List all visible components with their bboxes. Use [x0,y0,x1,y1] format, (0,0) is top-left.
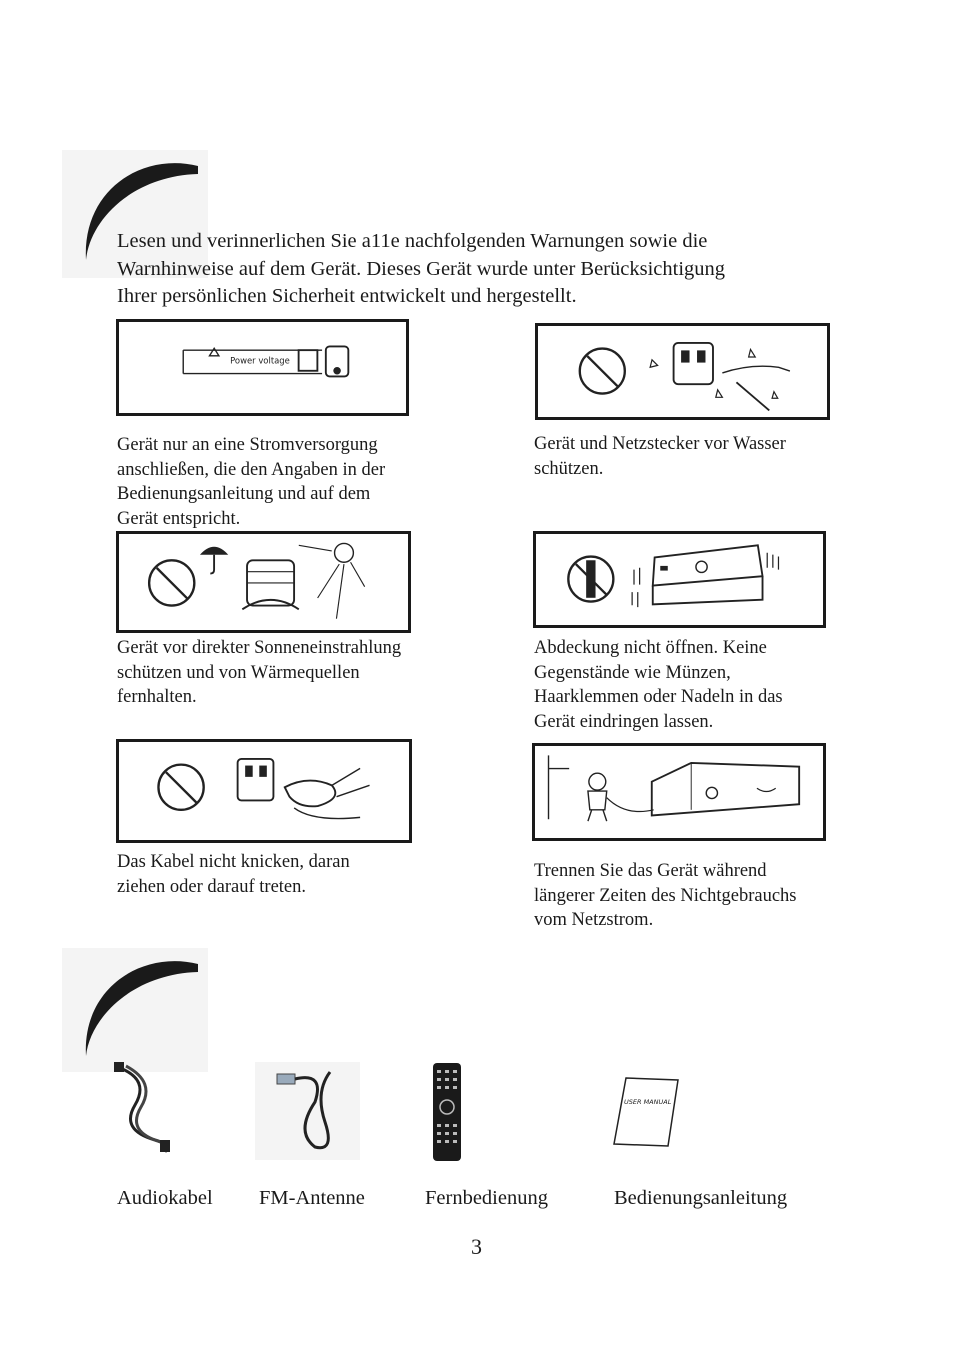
manual-icon [612,1076,682,1150]
cable-pull-icon [119,742,409,840]
swoosh-decoration-bottom [62,948,208,1072]
warning-caption-sun: Gerät vor direkter Sonneneinstrahlung schützen und von Wärmequellen fernhalten. [117,638,402,707]
sun-heat-icon [119,534,408,630]
warning-figure-water [535,323,830,420]
page-number: 3 [471,1234,482,1259]
power-plug-icon [119,322,406,413]
warning-figure-unplug [532,743,826,841]
manual-cover-label: USER MANUAL [624,1098,672,1106]
intro-line-3: Ihrer persönlichen Sicherheit entwickelt und hergestellt. [117,285,577,307]
warning-caption-power: Gerät nur an eine Stromversorgung anschließen, die den Angaben in der Bedienungsanleitung und auf dem Gerät entspricht. [117,435,386,529]
intro-line-2: Warnhinweise auf dem Gerät. Dieses Gerät wurde unter Berücksichtigung [117,257,726,280]
accessory-label-audio: Audiokabel [117,1187,213,1209]
accessory-label-antenna: FM-Antenne [259,1187,365,1209]
accessory-label-remote: Fernbedienung [425,1187,548,1209]
warning-caption-cover: Abdeckung nicht öffnen. Keine Gegenstände wie Münzen, Haarklemmen oder Nadeln in das Gerät eindringen lassen. [534,638,783,732]
warning-figure-power [116,319,409,416]
power-voltage-label: Power voltage [230,355,290,366]
unplug-icon [535,746,823,838]
intro-line-1: Lesen und verinnerlichen Sie a11e nachfolgenden Warnungen sowie die [117,230,708,252]
warning-figure-sun [116,531,411,633]
warning-figure-cable [116,739,412,843]
warning-caption-cable: Das Kabel nicht knicken, daran ziehen oder darauf treten. [117,852,350,897]
open-cover-icon [536,534,823,625]
remote-control-icon [432,1062,462,1162]
water-splash-icon [538,326,827,417]
accessory-label-manual: Bedienungsanleitung [614,1187,788,1209]
warning-figure-cover [533,531,826,628]
warning-caption-unplug: Trennen Sie das Gerät während längerer Zeiten des Nichtgebrauchs vom Netzstrom. [534,861,797,930]
fm-antenna-icon [255,1062,360,1160]
intro-paragraph [117,228,837,311]
warning-caption-water: Gerät und Netzstecker vor Wasser schützen. [534,434,786,479]
audio-cable-icon [110,1060,180,1155]
